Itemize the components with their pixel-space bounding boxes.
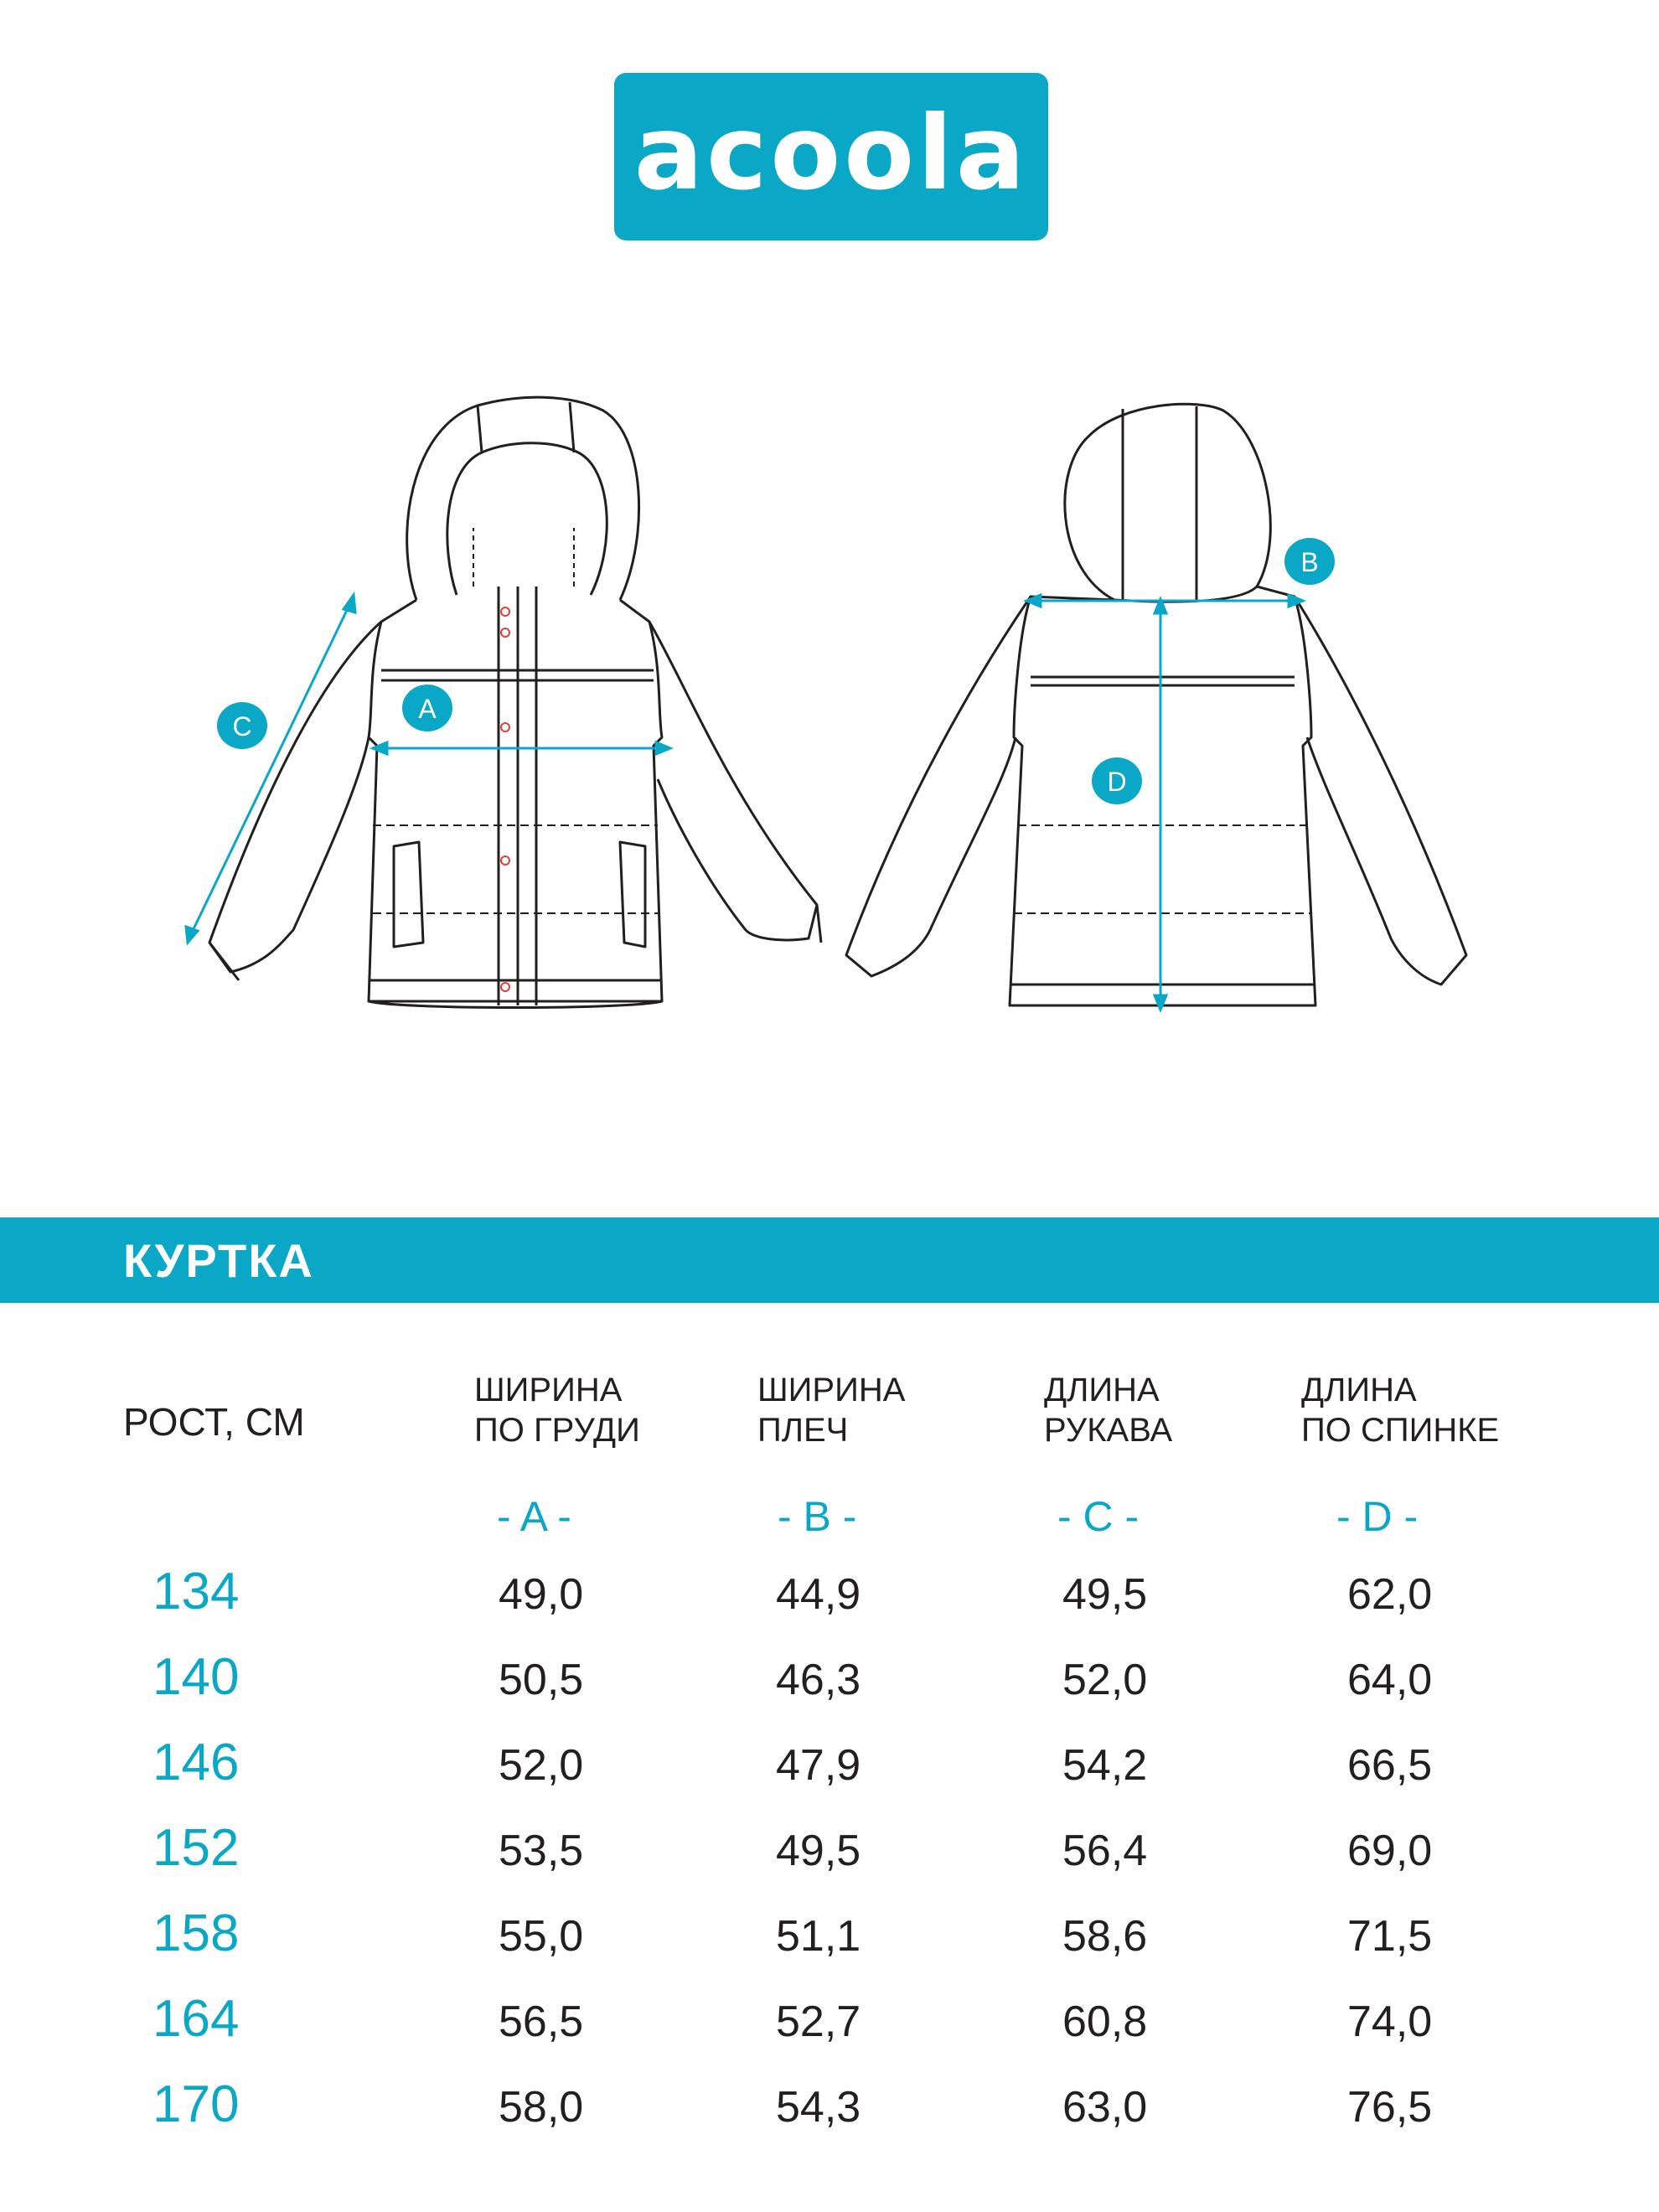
height-value: 170 — [152, 2075, 240, 2133]
column-header-line2: ПЛЕЧ — [757, 1412, 849, 1449]
column-header-line1: ДЛИНА — [1044, 1372, 1160, 1408]
marker-d-label: D — [1107, 767, 1127, 797]
chest-width-value: 49,0 — [499, 1570, 584, 1619]
height-value: 134 — [152, 1563, 240, 1620]
column-letter-b: - B - — [778, 1493, 857, 1540]
chest-width-value: 53,5 — [499, 1827, 584, 1875]
shoulder-width-value: 54,3 — [776, 2083, 861, 2132]
logo-text: acoola — [633, 94, 1029, 213]
column-header-line2: РУКАВА — [1044, 1412, 1173, 1449]
sleeve-length-value: 58,6 — [1062, 1912, 1148, 1961]
column-header-d — [1301, 1370, 1499, 1450]
marker-b — [1284, 538, 1335, 585]
section-band — [0, 1217, 1659, 1303]
height-value: 146 — [152, 1734, 240, 1791]
shoulder-width-value: 52,7 — [776, 1998, 861, 2046]
height-value: 164 — [152, 1990, 240, 2048]
column-header-line2: ПО СПИНКЕ — [1301, 1412, 1500, 1449]
marker-b-label: B — [1300, 547, 1319, 577]
marker-a — [402, 685, 452, 731]
jacket-sketches — [0, 0, 1659, 1089]
chest-width-value: 56,5 — [499, 1998, 584, 2046]
column-letter-d: - D - — [1336, 1493, 1419, 1540]
back-length-value: 76,5 — [1347, 2083, 1433, 2132]
column-header-a — [474, 1370, 640, 1450]
height-value: 140 — [152, 1648, 240, 1706]
sleeve-length-value: 60,8 — [1062, 1998, 1148, 2046]
back-length-value: 69,0 — [1347, 1827, 1433, 1875]
sleeve-length-value: 56,4 — [1062, 1827, 1148, 1875]
column-letter-a: - A - — [497, 1493, 571, 1540]
marker-a-label: A — [418, 694, 437, 724]
shoulder-width-value: 51,1 — [776, 1912, 861, 1961]
back-length-value: 66,5 — [1347, 1741, 1433, 1790]
marker-c-label: C — [232, 711, 252, 742]
height-value: 152 — [152, 1819, 240, 1877]
row-header: РОСТ, СМ — [123, 1400, 305, 1444]
section-title: КУРТКА — [123, 1234, 314, 1287]
chest-width-value: 50,5 — [499, 1656, 584, 1704]
column-header-c — [1044, 1370, 1172, 1450]
back-length-value: 62,0 — [1347, 1570, 1433, 1619]
back-length-value: 71,5 — [1347, 1912, 1433, 1961]
shoulder-width-value: 49,5 — [776, 1827, 861, 1875]
chest-width-value: 58,0 — [499, 2083, 584, 2132]
marker-c — [217, 702, 267, 749]
column-header-line1: ШИРИНА — [757, 1372, 906, 1408]
column-letter-c: - C - — [1057, 1493, 1140, 1540]
column-header-line1: ШИРИНА — [474, 1372, 623, 1408]
buttons-front — [501, 607, 509, 991]
sleeve-length-value: 52,0 — [1062, 1656, 1148, 1704]
shoulder-width-value: 46,3 — [776, 1656, 861, 1704]
chest-width-value: 55,0 — [499, 1912, 584, 1961]
column-header-line2: ПО ГРУДИ — [474, 1412, 640, 1449]
height-value: 158 — [152, 1904, 240, 1962]
column-header-line1: ДЛИНА — [1301, 1372, 1417, 1408]
sleeve-length-value: 63,0 — [1062, 2083, 1148, 2132]
back-length-value: 74,0 — [1347, 1998, 1433, 2046]
sleeve-length-value: 49,5 — [1062, 1570, 1148, 1619]
marker-d — [1092, 757, 1142, 804]
shoulder-width-value: 47,9 — [776, 1741, 861, 1790]
chest-width-value: 52,0 — [499, 1741, 584, 1790]
shoulder-width-value: 44,9 — [776, 1570, 861, 1619]
jacket-back-sketch — [846, 404, 1466, 1005]
column-header-b — [757, 1370, 905, 1450]
back-length-value: 64,0 — [1347, 1656, 1433, 1704]
sleeve-length-value: 54,2 — [1062, 1741, 1148, 1790]
